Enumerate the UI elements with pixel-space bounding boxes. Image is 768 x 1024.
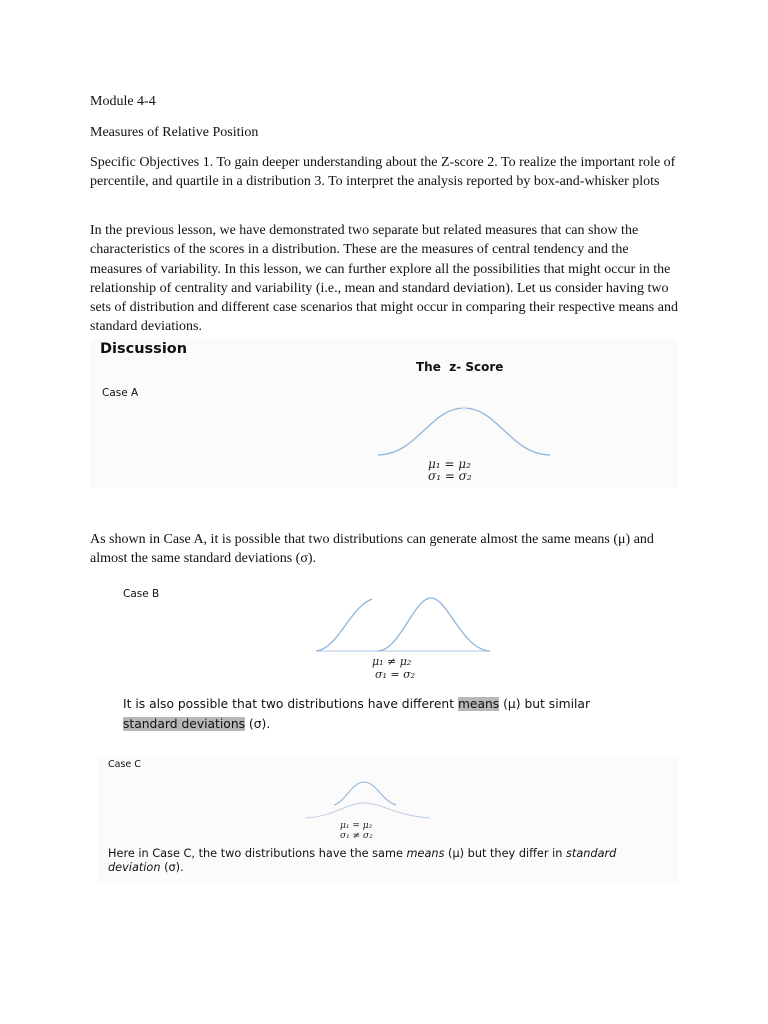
module-title: Module 4-4 — [90, 94, 156, 109]
case-c-explanation — [108, 847, 648, 875]
case-c-text-part2: (μ) but they differ in — [444, 847, 566, 860]
case-c-equation-sd: σ₁ ≠ σ₂ — [340, 831, 373, 841]
case-c-label: Case C — [108, 759, 141, 770]
case-a-curve — [378, 404, 550, 458]
case-b-explanation — [123, 694, 623, 734]
case-b-label: Case B — [123, 588, 160, 600]
case-c-equation-mean: μ₁ = μ₂ — [340, 821, 373, 831]
case-b-highlight-means: means — [457, 697, 500, 711]
case-c-emphasis-sd: standard deviation — [108, 847, 617, 874]
case-a-equation-mean: μ₁ = μ₂ — [428, 457, 471, 471]
case-a-equation-sd: σ₁ = σ₂ — [428, 469, 472, 483]
z-score-heading: The z- Score — [416, 360, 504, 374]
intro-paragraph: In the previous lesson, we have demonstrated two separate but related measures that can show the characteristics of the scores in a distribution. These are the measures of central tendency and the measures of variability. In this lesson, we can further explore all the possibilities that might occur in the relationship of centrality and variability (i.e., mean and standard deviation). Let us consider having two sets of distribution and different case scenarios that might occur in comparing their respective means and standard deviations. — [90, 223, 678, 335]
case-c-text-part3: (σ). — [160, 861, 184, 874]
case-b-curves — [316, 597, 490, 655]
case-b-equation-sd: σ₁ = σ₂ — [375, 668, 416, 681]
case-c-text-part1: Here in Case C, the two distributions have the same — [108, 847, 407, 860]
case-b-text-part1: It is also possible that two distributions have different — [123, 697, 458, 711]
case-b-figure — [110, 585, 630, 735]
case-a-label: Case A — [102, 387, 139, 399]
case-b-equation-mean: μ₁ ≠ μ₂ — [372, 655, 412, 668]
case-c-emphasis-means: means — [406, 847, 445, 860]
case-b-highlight-sd: standard deviations — [123, 717, 246, 731]
case-b-text-part3: (σ). — [245, 717, 271, 731]
case-a-figure — [90, 338, 678, 488]
case-a-explanation: As shown in Case A, it is possible that two distributions can generate almost the same means (μ) and almost the same standard deviations (σ). — [90, 532, 654, 567]
discussion-heading: Discussion — [100, 341, 188, 357]
case-c-curves — [306, 781, 430, 821]
objectives-paragraph: Specific Objectives 1. To gain deeper understanding about the Z-score 2. To realize the important role of percentile, and quartile in a distribution 3. To interpret the analysis reported by box-and-whisker plots — [90, 155, 676, 190]
case-b-text-part2: (μ) but similar — [499, 697, 591, 711]
section-title: Measures of Relative Position — [90, 125, 259, 140]
case-c-figure — [98, 755, 678, 885]
